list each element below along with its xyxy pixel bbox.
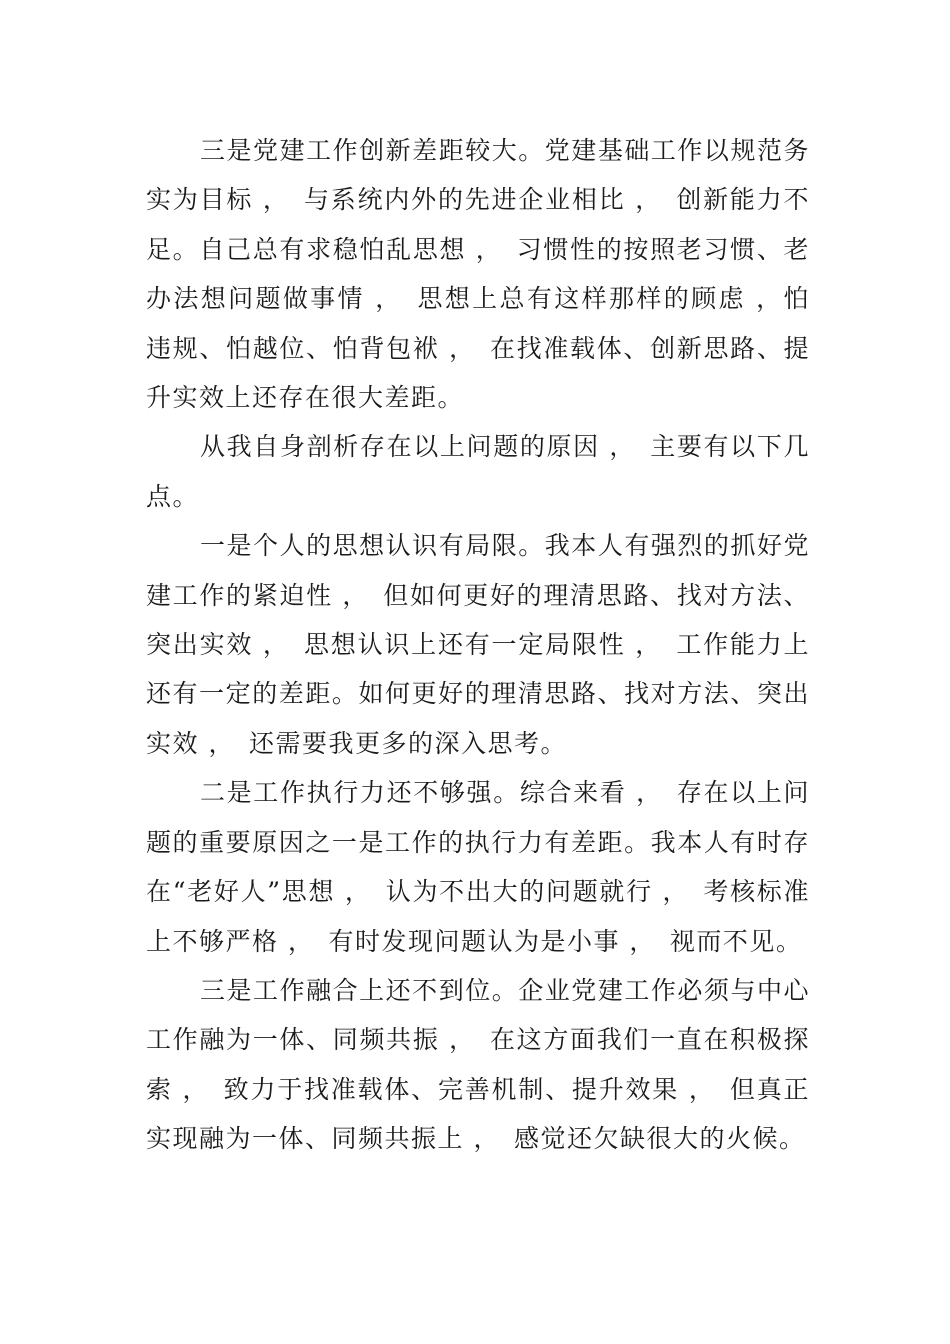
paragraph-integration: 三是工作融合上还不到位。企业党建工作必须与中心工作融为一体、同频共振 ， 在这方面我们一直在积极探索 ， 致力于找准载体、完善机制、提升效果 ， 但真正实现融为一体、同频共振上 ， 感觉还欠缺很大的火候。 [146, 975, 810, 1154]
paragraph-innovation-gap: 三是党建工作创新差距较大。党建基础工作以规范务实为目标 ， 与系统内外的先进企业相比 ， 创新能力不足。自己总有求稳怕乱思想 ， 习惯性的按照老习惯、老办法想问题做事情 ， 思想上总有这样那样的顾虑 ，怕违规、怕越位、怕背包袱 ， 在找准载体、创新思路、提升实效上还存在很大差距。 [146, 136, 810, 413]
paragraph-thinking-limits: 一是个人的思想认识有局限。我本人有强烈的抓好党建工作的紧迫性 ， 但如何更好的理清思路、找对方法、突出实效 ， 思想认识上还有一定局限性 ， 工作能力上还有一定的差距。如何更好的理清思路、找对方法、突出实效 ， 还需要我更多的深入思考。 [146, 531, 810, 758]
paragraph-cause-intro: 从我自身剖析存在以上问题的原因 ， 主要有以下几点。 [146, 432, 810, 511]
paragraph-execution: 二是工作执行力还不够强。综合来看 ， 存在以上问题的重要原因之一是工作的执行力有差距。我本人有时存在“老好人”思想 ， 认为不出大的问题就行 ， 考核标准上不够严格 ， 有时发现问题认为是小事 ， 视而不见。 [146, 778, 810, 956]
document-body [146, 126, 810, 1164]
